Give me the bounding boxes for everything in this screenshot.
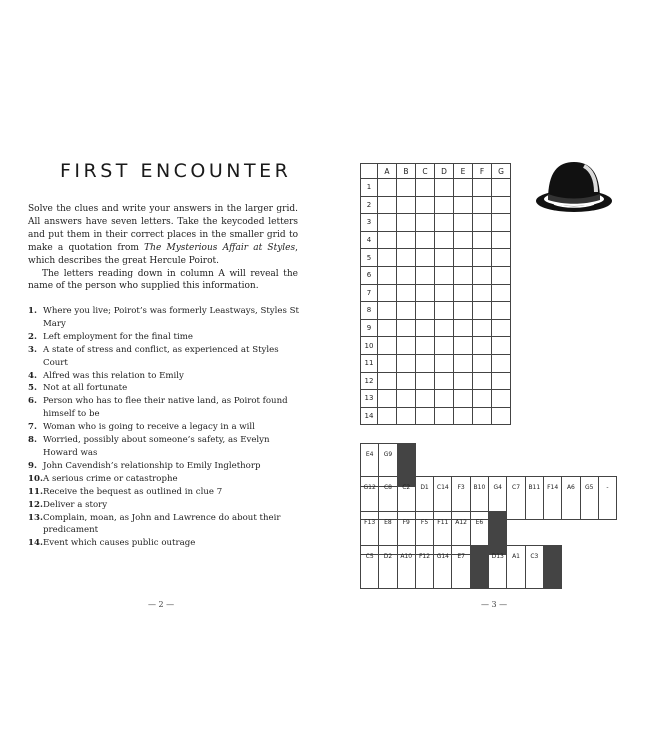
answer-cell[interactable] [473, 319, 492, 337]
answer-cell[interactable] [397, 302, 416, 320]
answer-cell[interactable] [378, 214, 397, 232]
row-header: 10 [361, 337, 378, 355]
clue-number: 1. [28, 306, 37, 316]
row-header: 13 [361, 390, 378, 408]
quote-cell[interactable]: A1 [507, 546, 525, 589]
clue-item [28, 499, 303, 512]
clue-number: 2. [28, 331, 37, 342]
clue-item [28, 434, 303, 460]
quote-cell[interactable]: A6 [562, 477, 580, 520]
answer-cell[interactable] [397, 390, 416, 408]
answer-cell[interactable] [473, 179, 492, 197]
answer-cell[interactable] [378, 179, 397, 197]
answer-cell[interactable] [435, 372, 454, 390]
answer-cell[interactable] [416, 249, 435, 267]
book-title: The Mysterious Affair at Styles [144, 242, 296, 253]
clue-text: Receive the bequest as outlined in clue 7 [43, 486, 223, 497]
answer-cell[interactable] [378, 337, 397, 355]
clue-number: 6. [28, 396, 37, 407]
answer-cell[interactable] [473, 354, 492, 372]
row-header: 12 [361, 372, 378, 390]
answer-cell[interactable] [416, 284, 435, 302]
clue-item [28, 537, 303, 550]
row-header: 5 [361, 249, 378, 267]
answer-cell[interactable] [473, 231, 492, 249]
clue-item [28, 473, 303, 486]
answer-cell[interactable] [397, 196, 416, 214]
answer-cell[interactable] [378, 407, 397, 425]
answer-cell[interactable] [378, 390, 397, 408]
quote-cell[interactable]: C3 [525, 546, 543, 589]
row-header: 14 [361, 407, 378, 425]
row-header: 2 [361, 196, 378, 214]
quote-cell[interactable]: A10 [397, 546, 415, 589]
answer-cell[interactable] [416, 354, 435, 372]
quote-cell[interactable]: G4 [489, 477, 507, 520]
answer-cell[interactable] [492, 337, 511, 355]
quote-cell[interactable]: G12 [361, 477, 379, 520]
answer-cell[interactable] [492, 214, 511, 232]
answer-cell[interactable] [435, 354, 454, 372]
row-header: 9 [361, 319, 378, 337]
instructions-para-2: The letters reading down in column A will reveal the name of the person who supplied this information. [28, 268, 298, 292]
row-header: 3 [361, 214, 378, 232]
column-header: B [397, 164, 416, 179]
quote-cell[interactable]: D2 [379, 546, 397, 589]
answer-cell[interactable] [416, 179, 435, 197]
answer-cell[interactable] [492, 179, 511, 197]
answer-cell[interactable] [416, 231, 435, 249]
answer-cell[interactable] [397, 337, 416, 355]
answer-cell[interactable] [397, 354, 416, 372]
answer-cell[interactable] [473, 372, 492, 390]
blocked-cell [470, 546, 488, 589]
clue-text: Alfred was this relation to Emily [43, 370, 184, 381]
answer-cell[interactable] [492, 231, 511, 249]
quote-cell[interactable]: G5 [580, 477, 598, 520]
column-header: A [378, 164, 397, 179]
answer-cell[interactable] [492, 266, 511, 284]
answer-cell[interactable] [435, 337, 454, 355]
answer-cell[interactable] [492, 249, 511, 267]
clue-text: Woman who is going to receive a legacy in a will [43, 422, 255, 433]
answer-cell[interactable] [473, 337, 492, 355]
answer-cell[interactable] [492, 407, 511, 425]
answer-cell[interactable] [454, 214, 473, 232]
clue-text: John Cavendish’s relationship to Emily Inglethorp [43, 460, 261, 471]
column-header: E [454, 164, 473, 179]
answer-cell[interactable] [378, 266, 397, 284]
answer-cell[interactable] [378, 354, 397, 372]
answer-cell[interactable] [454, 354, 473, 372]
answer-cell[interactable] [378, 249, 397, 267]
clue-item [28, 421, 303, 434]
answer-cell[interactable] [454, 302, 473, 320]
answer-cell[interactable] [416, 390, 435, 408]
clue-text: Event which causes public outrage [43, 538, 196, 549]
quote-cell[interactable]: F11 [434, 512, 452, 555]
answer-cell[interactable] [454, 372, 473, 390]
answer-cell[interactable] [492, 319, 511, 337]
page-title: FIRST ENCOUNTER [60, 160, 292, 182]
answer-cell[interactable] [416, 196, 435, 214]
row-header: 1 [361, 179, 378, 197]
row-header: 8 [361, 302, 378, 320]
quote-grid-row-4 [360, 545, 562, 589]
quote-cell[interactable]: C2 [397, 477, 415, 520]
clue-number: 7. [28, 422, 37, 433]
answer-cell[interactable] [454, 284, 473, 302]
quote-cell[interactable]: F13 [361, 512, 379, 555]
answer-cell[interactable] [397, 179, 416, 197]
bowler-hat-icon [534, 158, 614, 218]
clue-number: 13. [28, 512, 43, 523]
clue-number: 12. [28, 499, 43, 510]
answer-cell[interactable] [435, 196, 454, 214]
quote-cell[interactable]: G9 [379, 444, 397, 487]
answer-cell[interactable] [435, 302, 454, 320]
clue-text: Where you live; Poirot’s was formerly Leastways, Styles St Mary [43, 306, 299, 329]
clue-text: A state of stress and conflict, as experienced at Styles Court [43, 344, 279, 368]
clue-number: 3. [28, 344, 37, 355]
clue-item [28, 382, 303, 395]
answer-cell[interactable] [416, 266, 435, 284]
quote-cell[interactable]: B10 [470, 477, 488, 520]
instructions-para-1: Solve the clues and write your answers in the larger grid. All answers have seven letters. Take the keycoded letters and put them in their correct places in the smaller grid to make a quotation from The Mysterious Affair at Styles, which describes the great Hercule Poirot. [28, 204, 298, 266]
clue-item [28, 370, 303, 383]
clue-number: 10. [28, 473, 43, 484]
answer-cell[interactable] [435, 390, 454, 408]
answer-cell[interactable] [492, 372, 511, 390]
quote-cell[interactable]: E4 [361, 444, 379, 487]
answer-cell[interactable] [492, 284, 511, 302]
answer-cell[interactable] [473, 390, 492, 408]
answer-cell[interactable] [435, 266, 454, 284]
answer-cell[interactable] [492, 196, 511, 214]
row-header: 7 [361, 284, 378, 302]
clue-item [28, 395, 303, 421]
answer-cell[interactable] [397, 249, 416, 267]
answer-cell[interactable] [435, 249, 454, 267]
answer-cell[interactable] [473, 302, 492, 320]
quote-cell[interactable]: F5 [415, 512, 433, 555]
column-header: G [492, 164, 511, 179]
answer-cell[interactable] [435, 179, 454, 197]
answer-cell[interactable] [454, 337, 473, 355]
quote-cell[interactable]: G14 [434, 546, 452, 589]
clue-list [28, 305, 303, 550]
quote-cell[interactable]: C7 [507, 477, 525, 520]
answer-cell[interactable] [435, 319, 454, 337]
quote-cell[interactable]: E6 [470, 512, 488, 555]
answer-cell[interactable] [473, 266, 492, 284]
answer-cell[interactable] [435, 284, 454, 302]
quote-cell[interactable]: D13 [489, 546, 507, 589]
row-header: 11 [361, 354, 378, 372]
blocked-cell [543, 546, 561, 589]
answer-cell[interactable] [473, 284, 492, 302]
quote-cell[interactable]: C8 [379, 477, 397, 520]
answer-cell[interactable] [454, 249, 473, 267]
quote-cell[interactable]: E8 [379, 512, 397, 555]
clue-number: 11. [28, 486, 43, 497]
quote-cell[interactable]: D1 [415, 477, 433, 520]
answer-cell[interactable] [454, 179, 473, 197]
answer-cell[interactable] [473, 249, 492, 267]
clue-item [28, 512, 303, 538]
clue-text: Worried, possibly about someone’s safety, as Evelyn Howard was [43, 435, 270, 458]
clue-item [28, 460, 303, 473]
column-header: F [473, 164, 492, 179]
clue-text: Not at all fortunate [43, 383, 128, 394]
answer-cell[interactable] [397, 407, 416, 425]
answer-cell[interactable] [454, 196, 473, 214]
clue-text: A serious crime or catastrophe [43, 473, 178, 484]
answer-cell[interactable] [416, 372, 435, 390]
column-header: D [435, 164, 454, 179]
clue-item [28, 305, 303, 331]
answer-cell[interactable] [378, 319, 397, 337]
answer-cell[interactable] [397, 214, 416, 232]
quote-cell[interactable]: F14 [543, 477, 561, 520]
page-number-left: — 2 — [148, 600, 175, 609]
answer-grid [360, 163, 511, 425]
answer-cell[interactable] [454, 407, 473, 425]
clue-number: 5. [28, 383, 37, 394]
clue-item [28, 344, 303, 370]
answer-cell[interactable] [435, 214, 454, 232]
clue-text: Complain, moan, as John and Lawrence do about their predicament [43, 512, 281, 536]
quote-cell[interactable]: C14 [434, 477, 452, 520]
clue-item [28, 486, 303, 499]
answer-cell[interactable] [435, 231, 454, 249]
answer-cell[interactable] [492, 354, 511, 372]
quote-cell[interactable]: F9 [397, 512, 415, 555]
answer-cell[interactable] [416, 319, 435, 337]
clue-number: 14. [28, 538, 43, 549]
answer-cell[interactable] [416, 214, 435, 232]
answer-cell[interactable] [397, 266, 416, 284]
quote-cell[interactable]: A12 [452, 512, 470, 555]
clue-text: Person who has to flee their native land, as Poirot found himself to be [43, 396, 288, 420]
answer-cell[interactable] [492, 390, 511, 408]
quote-cell[interactable]: - [598, 477, 616, 520]
quote-cell[interactable]: F3 [452, 477, 470, 520]
clue-item [28, 331, 303, 344]
answer-cell[interactable] [454, 231, 473, 249]
answer-cell[interactable] [397, 319, 416, 337]
answer-cell[interactable] [378, 302, 397, 320]
answer-cell[interactable] [416, 337, 435, 355]
quote-cell[interactable]: B11 [525, 477, 543, 520]
answer-cell[interactable] [397, 284, 416, 302]
answer-cell[interactable] [473, 407, 492, 425]
page-number-right: — 3 — [481, 600, 508, 609]
answer-cell[interactable] [473, 214, 492, 232]
answer-cell[interactable] [473, 196, 492, 214]
quote-cell[interactable]: F12 [415, 546, 433, 589]
clue-number: 4. [28, 370, 37, 381]
answer-cell[interactable] [454, 390, 473, 408]
answer-cell[interactable] [492, 302, 511, 320]
answer-cell[interactable] [378, 372, 397, 390]
answer-cell[interactable] [454, 266, 473, 284]
answer-cell[interactable] [416, 407, 435, 425]
answer-cell[interactable] [416, 302, 435, 320]
grid-corner [361, 164, 378, 179]
row-header: 6 [361, 266, 378, 284]
answer-cell[interactable] [378, 284, 397, 302]
answer-cell[interactable] [378, 196, 397, 214]
clue-number: 8. [28, 435, 37, 446]
quote-cell[interactable]: C5 [361, 546, 379, 589]
row-header: 4 [361, 231, 378, 249]
clue-text: Deliver a story [43, 499, 108, 510]
column-header: C [416, 164, 435, 179]
answer-cell[interactable] [454, 319, 473, 337]
answer-cell[interactable] [397, 372, 416, 390]
quote-cell[interactable]: E7 [452, 546, 470, 589]
answer-cell[interactable] [397, 231, 416, 249]
instructions [28, 203, 298, 293]
answer-cell[interactable] [435, 407, 454, 425]
clue-number: 9. [28, 460, 37, 471]
answer-cell[interactable] [378, 231, 397, 249]
clue-text: Left employment for the final time [43, 331, 193, 342]
